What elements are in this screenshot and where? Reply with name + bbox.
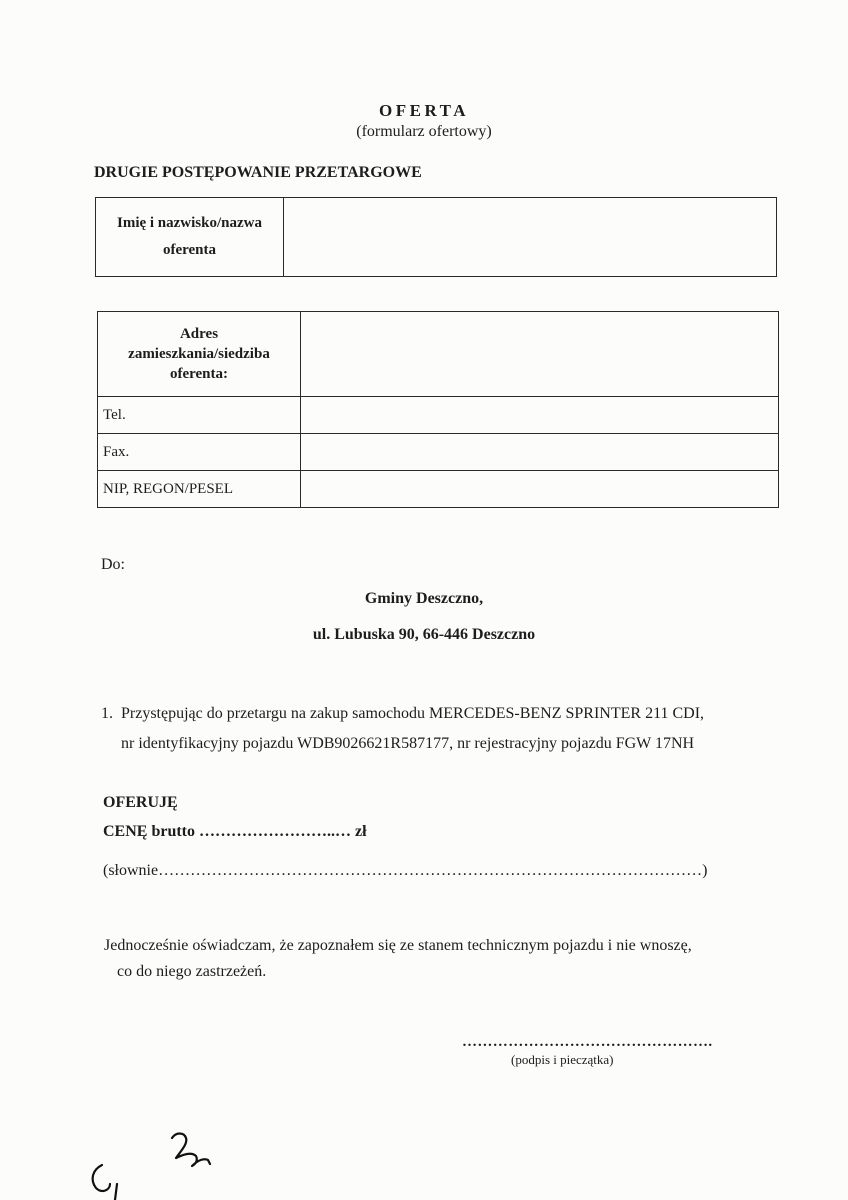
declaration-line1: Jednocześnie oświadczam, że zapoznałem się ze stanem technicznym pojazdu i nie wnoszę, (104, 937, 692, 954)
price-in-words-line: (słownie…………………………………………………………………………………………) (103, 862, 708, 879)
to-label: Do: (101, 556, 125, 573)
signature-dots: …………………………………………. (462, 1034, 713, 1050)
handwritten-signature (80, 1108, 230, 1200)
address-label-line3: oferenta: (169, 366, 229, 383)
address-label (98, 312, 301, 397)
procedure-heading: DRUGIE POSTĘPOWANIE PRZETARGOWE (94, 164, 422, 181)
bidder-contact-table (97, 311, 779, 508)
address-label-line1: Adres (179, 325, 219, 342)
document-title: OFERTA (379, 101, 469, 120)
bidder-name-label (96, 198, 284, 277)
nip-regon-pesel-label: NIP, REGON/PESEL (98, 471, 301, 508)
tel-field[interactable] (301, 397, 779, 434)
recipient-address: ul. Lubuska 90, 66-446 Deszczno (312, 626, 536, 643)
item-line2: nr identyfikacyjny pojazdu WDB9026621R587177, nr rejestracyjny pojazdu FGW 17NH (121, 735, 695, 752)
bidder-name-table (95, 197, 777, 277)
bidder-name-field[interactable] (284, 198, 777, 277)
item-line1: Przystępując do przetargu na zakup samochodu MERCEDES-BENZ SPRINTER 211 CDI, (121, 705, 705, 722)
nip-regon-pesel-field[interactable] (301, 471, 779, 508)
fax-field[interactable] (301, 434, 779, 471)
signature-label: (podpis i pieczątka) (511, 1052, 614, 1067)
bidder-name-label-line1: Imię i nazwisko/nazwa (116, 215, 262, 231)
recipient-name: Gminy Deszczno, (364, 590, 484, 607)
item-number: 1. (101, 705, 113, 722)
document-subtitle: (formularz ofertowy) (356, 123, 492, 140)
declaration-line2: co do niego zastrzeżeń. (117, 963, 267, 980)
fax-label: Fax. (98, 434, 301, 471)
price-line: CENĘ brutto ……………………..… zł (103, 823, 367, 840)
address-field[interactable] (301, 312, 779, 397)
offer-label: OFERUJĘ (103, 794, 178, 811)
bidder-name-label-line2: oferenta (162, 242, 217, 258)
tel-label: Tel. (98, 397, 301, 434)
address-label-line2: zamieszkania/siedziba (128, 345, 270, 362)
